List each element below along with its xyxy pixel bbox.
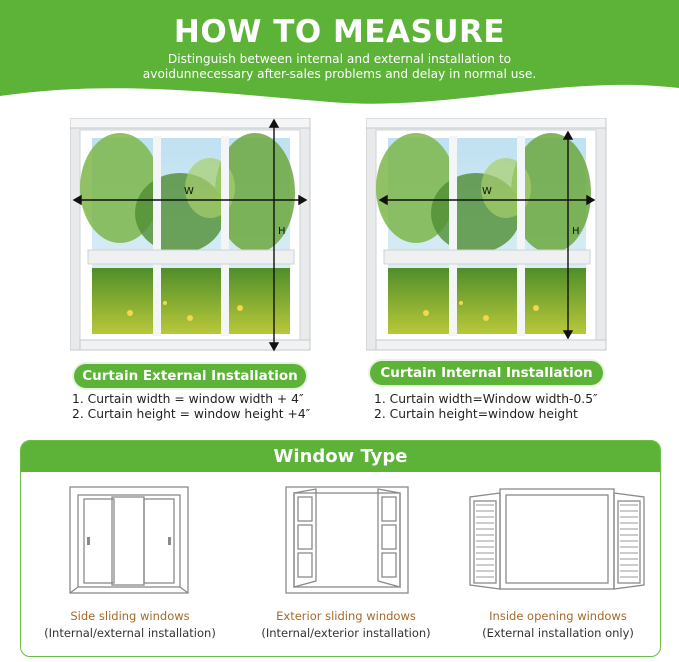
external-installation-badge: Curtain External Installation [74,364,306,388]
window-type-item-shutter [458,608,658,642]
internal-formula [374,392,598,422]
page-title: HOW TO MEASURE [173,14,506,50]
sliding-window-note: (Internal/external installation) [44,626,216,640]
window-type-item-sliding [30,608,230,642]
external-formula [72,392,310,422]
height-marker-internal: H [572,226,580,237]
page-subtitle [60,52,619,82]
shutter-window-note: (External installation only) [482,626,634,640]
external-window-illustration [70,118,315,356]
internal-width-formula: 1. Curtain width=Window width-0.5″ [374,392,598,406]
external-width-formula: 1. Curtain width = window width + 4″ [72,392,304,406]
shutter-window-icon [464,485,650,597]
height-marker-external: H [278,226,286,237]
width-marker-external: W [184,186,194,197]
internal-window-illustration [366,118,611,356]
subtitle-line-1: Distinguish between internal and external installation to [167,52,512,66]
casement-window-name: Exterior sliding windows [276,609,416,623]
shutter-window-name: Inside opening windows [489,609,627,623]
internal-installation-badge: Curtain Internal Installation [370,361,603,385]
window-type-item-casement [246,608,446,642]
sliding-window-name: Side sliding windows [70,609,190,623]
window-type-heading: Window Type [21,441,660,472]
sliding-window-icon [68,485,190,597]
casement-window-note: (Internal/exterior installation) [261,626,431,640]
internal-height-formula: 2. Curtain height=window height [374,407,578,421]
casement-window-icon [284,485,410,597]
external-height-formula: 2. Curtain height = window height +4″ [72,407,311,421]
width-marker-internal: W [482,186,492,197]
subtitle-line-2: avoidunnecessary after-sales problems and delay in normal use. [142,67,537,81]
